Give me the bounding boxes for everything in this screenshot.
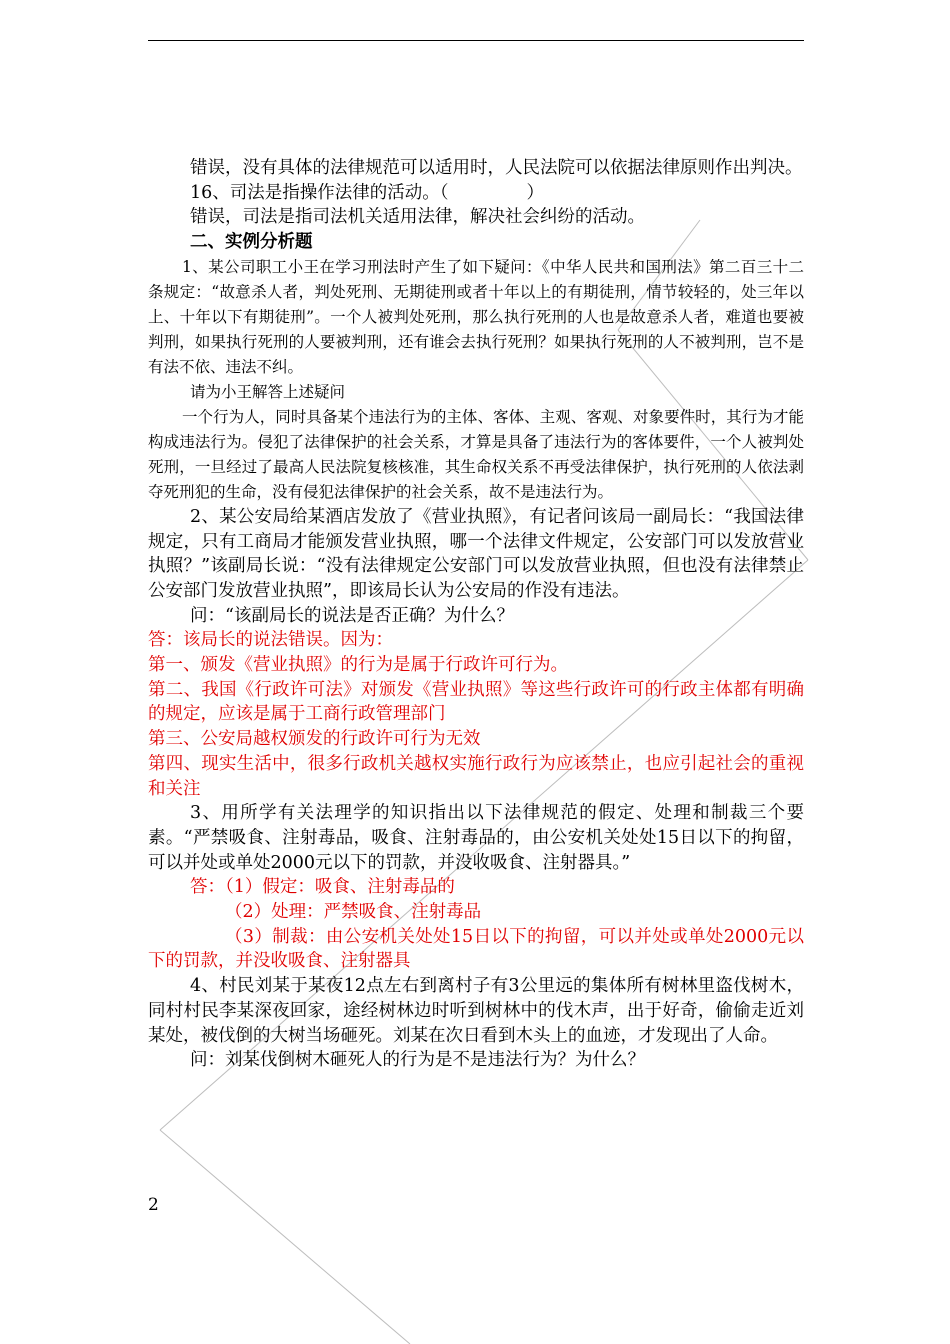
case-2-answer-point: 第四、现实生活中，很多行政机关越权实施行政行为应该禁止，也应引起社会的重视和关注 — [148, 753, 804, 799]
case-2-answer-point: 第二、我国《行政许可法》对颁发《营业执照》等这些行政许可的行政主体都有明确的规定，应该是属于工商行政管理部门 — [148, 679, 804, 725]
header-rule — [148, 40, 804, 41]
page-number: 2 — [148, 1195, 159, 1215]
case-3-text: 3、用所学有关法理学的知识指出以下法律规范的假定、处理和制裁三个要素。“严禁吸食、注射毒品，吸食、注射毒品的，由公安机关处处15日以下的拘留，可以并处或单处2000元以下的罚款，并没收吸食、注射器具。” — [148, 803, 804, 873]
case-4-question: 问：刘某伐倒树木砸死人的行为是不是违法行为？为什么？ — [190, 1050, 645, 1071]
case-2-answer-point: 第三、公安局越权颁发的行政许可行为无效 — [148, 729, 481, 750]
paragraph: 错误，没有具体的法律规范可以适用时，人民法院可以依据法律原则作出判决。 — [190, 158, 803, 178]
section-heading: 二、实例分析题 — [190, 232, 313, 253]
case-1-text: 1、某公司职工小王在学习刑法时产生了如下疑问：《中华人民共和国刑法》第二百三十二条规定：“故意杀人者，判处死刑、无期徒刑或者十年以上的有期徒刑，情节较轻的，处三年以上、十年以下有期徒刑”。一个人被判处死刑，那么执行死刑的人也是故意杀人者，难道也要被判刑，如果执行死刑的人要被判刑，还有谁会去执行死刑？如果执行死刑的人不被判刑，岂不是有法不依、违法不纠。 — [148, 257, 804, 376]
case-2-answer-point: 第一、颁发《营业执照》的行为是属于行政许可行为。 — [148, 655, 568, 676]
paragraph: 错误，司法是指司法机关适用法律，解决社会纠纷的活动。 — [190, 207, 645, 228]
case-1-answer: 一个行为人，同时具备某个违法行为的主体、客体、主观、客观、对象要件时，其行为才能构成违法行为。侵犯了法律保护的社会关系，才算是具备了违法行为的客体要件，一个人被判处死刑，一旦经过了最高人民法院复核核准，其生命权关系不再受法律保护，执行死刑的人依法剥夺死刑犯的生命，没有侵犯法律保护的社会关系，故不是违法行为。 — [148, 407, 804, 501]
case-2-text: 2、某公安局给某酒店发放了《营业执照》，有记者问该局一副局长：“我国法律规定，只有工商局才能颁发营业执照，哪一个法律文件规定，公安部门可以发放营业执照？”该副局长说：“没有法律规定公安部门可以发放营业执照，但也没有法律禁止公安部门发放营业执照”，即该局长认为公安局的作没有违法。 — [148, 506, 804, 601]
case-1-question: 请为小王解答上述疑问 — [190, 382, 346, 401]
case-3-answer-assumption: 答：（1）假定：吸食、注射毒品的 — [190, 877, 455, 898]
page-body — [148, 156, 804, 1073]
case-2-answer-intro: 答：该局长的说法错误。因为： — [148, 630, 393, 651]
case-3-answer-sanction: （3）制裁：由公安机关处处15日以下的拘留，可以并处或单处2000元以下的罚款，并没收吸食、注射器具 — [148, 926, 804, 972]
question-16-text: 16、司法是指操作法律的活动。（ — [190, 182, 449, 203]
case-3-answer-disposition: （2）处理：严禁吸食、注射毒品 — [225, 902, 482, 923]
question-16-close: ） — [526, 182, 545, 203]
case-4-text: 4、村民刘某于某夜12点左右到离村子有3公里远的集体所有树林里盗伐树木，同村村民李某深夜回家，途经树林边时听到树林中的伐木声，出于好奇，偷偷走近刘某处，被伐倒的大树当场砸死。刘某在次日看到木头上的血迹，才发现出了人命。 — [148, 976, 804, 1046]
question-16 — [148, 181, 804, 206]
case-2-question: 问：“该副局长的说法是否正确？为什么？ — [190, 605, 514, 626]
